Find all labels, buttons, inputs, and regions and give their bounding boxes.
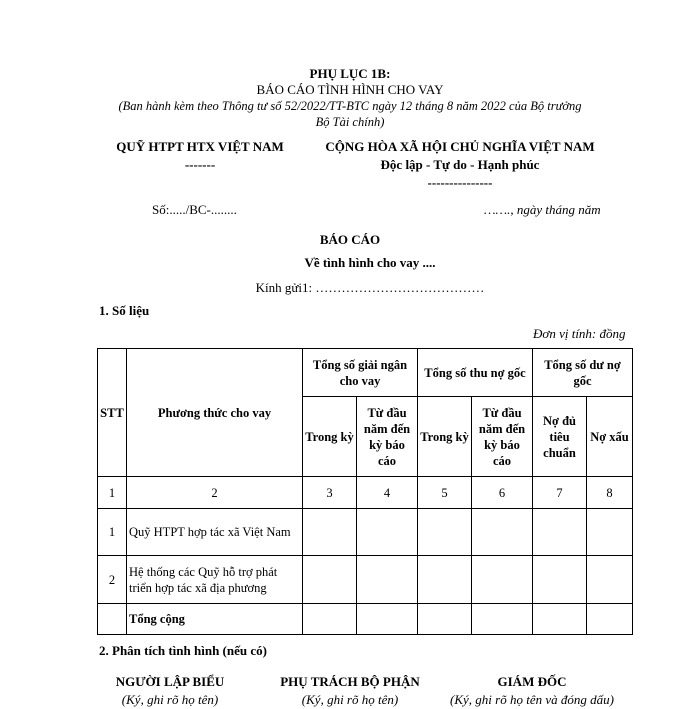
header-collected: Tổng số thu nợ gốc xyxy=(418,349,533,397)
director-title: GIÁM ĐỐC xyxy=(497,674,567,689)
nation-name: CỘNG HÒA XÃ HỘI CHỦ NGHĨA VIỆT NAM xyxy=(325,139,595,154)
dept-head-title: PHỤ TRÁCH BỘ PHẬN xyxy=(280,674,420,689)
row-stt xyxy=(98,604,127,635)
row-method: Quỹ HTPT hợp tác xã Việt Nam xyxy=(127,509,303,556)
column-number: 2 xyxy=(127,477,303,509)
header-method: Phương thức cho vay xyxy=(127,349,303,477)
column-number: 4 xyxy=(357,477,418,509)
row-method-total: Tổng cộng xyxy=(127,604,303,635)
row-method: Hệ thống các Quỹ hỗ trợ phát triển hợp tác xã địa phương xyxy=(127,556,303,604)
nation-motto: Độc lập - Tự do - Hạnh phúc xyxy=(380,157,540,172)
table-total-row xyxy=(98,604,633,635)
header-stt: STT xyxy=(98,349,127,477)
organization-name: QUỸ HTPT HTX VIỆT NAM xyxy=(116,139,284,154)
table-row xyxy=(98,509,633,556)
preparer-note: (Ký, ghi rõ họ tên) xyxy=(121,692,219,707)
column-number: 5 xyxy=(418,477,472,509)
column-number: 7 xyxy=(533,477,587,509)
subheader-in-period: Trong kỳ xyxy=(418,397,472,477)
section-1-heading: 1. Số liệu xyxy=(99,303,150,318)
appendix-label: PHỤ LỤC 1B: xyxy=(309,66,391,81)
preparer-title: NGƯỜI LẬP BIỂU xyxy=(115,674,225,689)
reference-number: Số:...../BC-........ xyxy=(152,202,237,217)
column-number-row xyxy=(98,477,633,509)
header-disbursed: Tổng số giải ngân cho vay xyxy=(303,349,418,397)
row-stt: 1 xyxy=(98,509,127,556)
section-2-heading: 2. Phân tích tình hình (nếu có) xyxy=(99,643,267,658)
column-number: 6 xyxy=(472,477,533,509)
document-subject: Về tình hình cho vay .... xyxy=(304,255,436,270)
unit-note: Đơn vị tính: đồng xyxy=(533,326,626,341)
column-number: 3 xyxy=(303,477,357,509)
recipient-line: Kính gửi1: ………………………………… xyxy=(255,280,485,295)
issued-note-line2: Bộ Tài chính) xyxy=(315,115,385,129)
nation-dashes: --------------- xyxy=(427,175,493,190)
place-date: ……., ngày tháng năm xyxy=(484,202,601,217)
dept-head-note: (Ký, ghi rõ họ tên) xyxy=(301,692,399,707)
row-stt: 2 xyxy=(98,556,127,604)
report-name: BÁO CÁO TÌNH HÌNH CHO VAY xyxy=(256,82,444,97)
subheader-standard-debt: Nợ đủ tiêu chuẩn xyxy=(533,397,587,477)
subheader-in-period: Trong kỳ xyxy=(303,397,357,477)
loan-report-table xyxy=(97,348,633,635)
table-row xyxy=(98,556,633,604)
column-number: 8 xyxy=(587,477,633,509)
document-header xyxy=(0,66,700,130)
director-note: (Ký, ghi rõ họ tên và đóng dấu) xyxy=(450,692,614,707)
subheader-ytd: Từ đầu năm đến kỳ báo cáo xyxy=(472,397,533,477)
nation-block xyxy=(305,138,615,192)
header-outstanding: Tổng số dư nợ gốc xyxy=(533,349,633,397)
organization-block xyxy=(100,138,300,174)
organization-dashes: ------- xyxy=(184,157,216,172)
subheader-bad-debt: Nợ xấu xyxy=(587,397,633,477)
issued-note-line1: (Ban hành kèm theo Thông tư số 52/2022/TT-BTC ngày 12 tháng 8 năm 2022 của Bộ trưởng xyxy=(118,99,582,113)
subheader-ytd: Từ đầu năm đến kỳ báo cáo xyxy=(357,397,418,477)
document-title: BÁO CÁO xyxy=(319,232,381,247)
column-number: 1 xyxy=(98,477,127,509)
